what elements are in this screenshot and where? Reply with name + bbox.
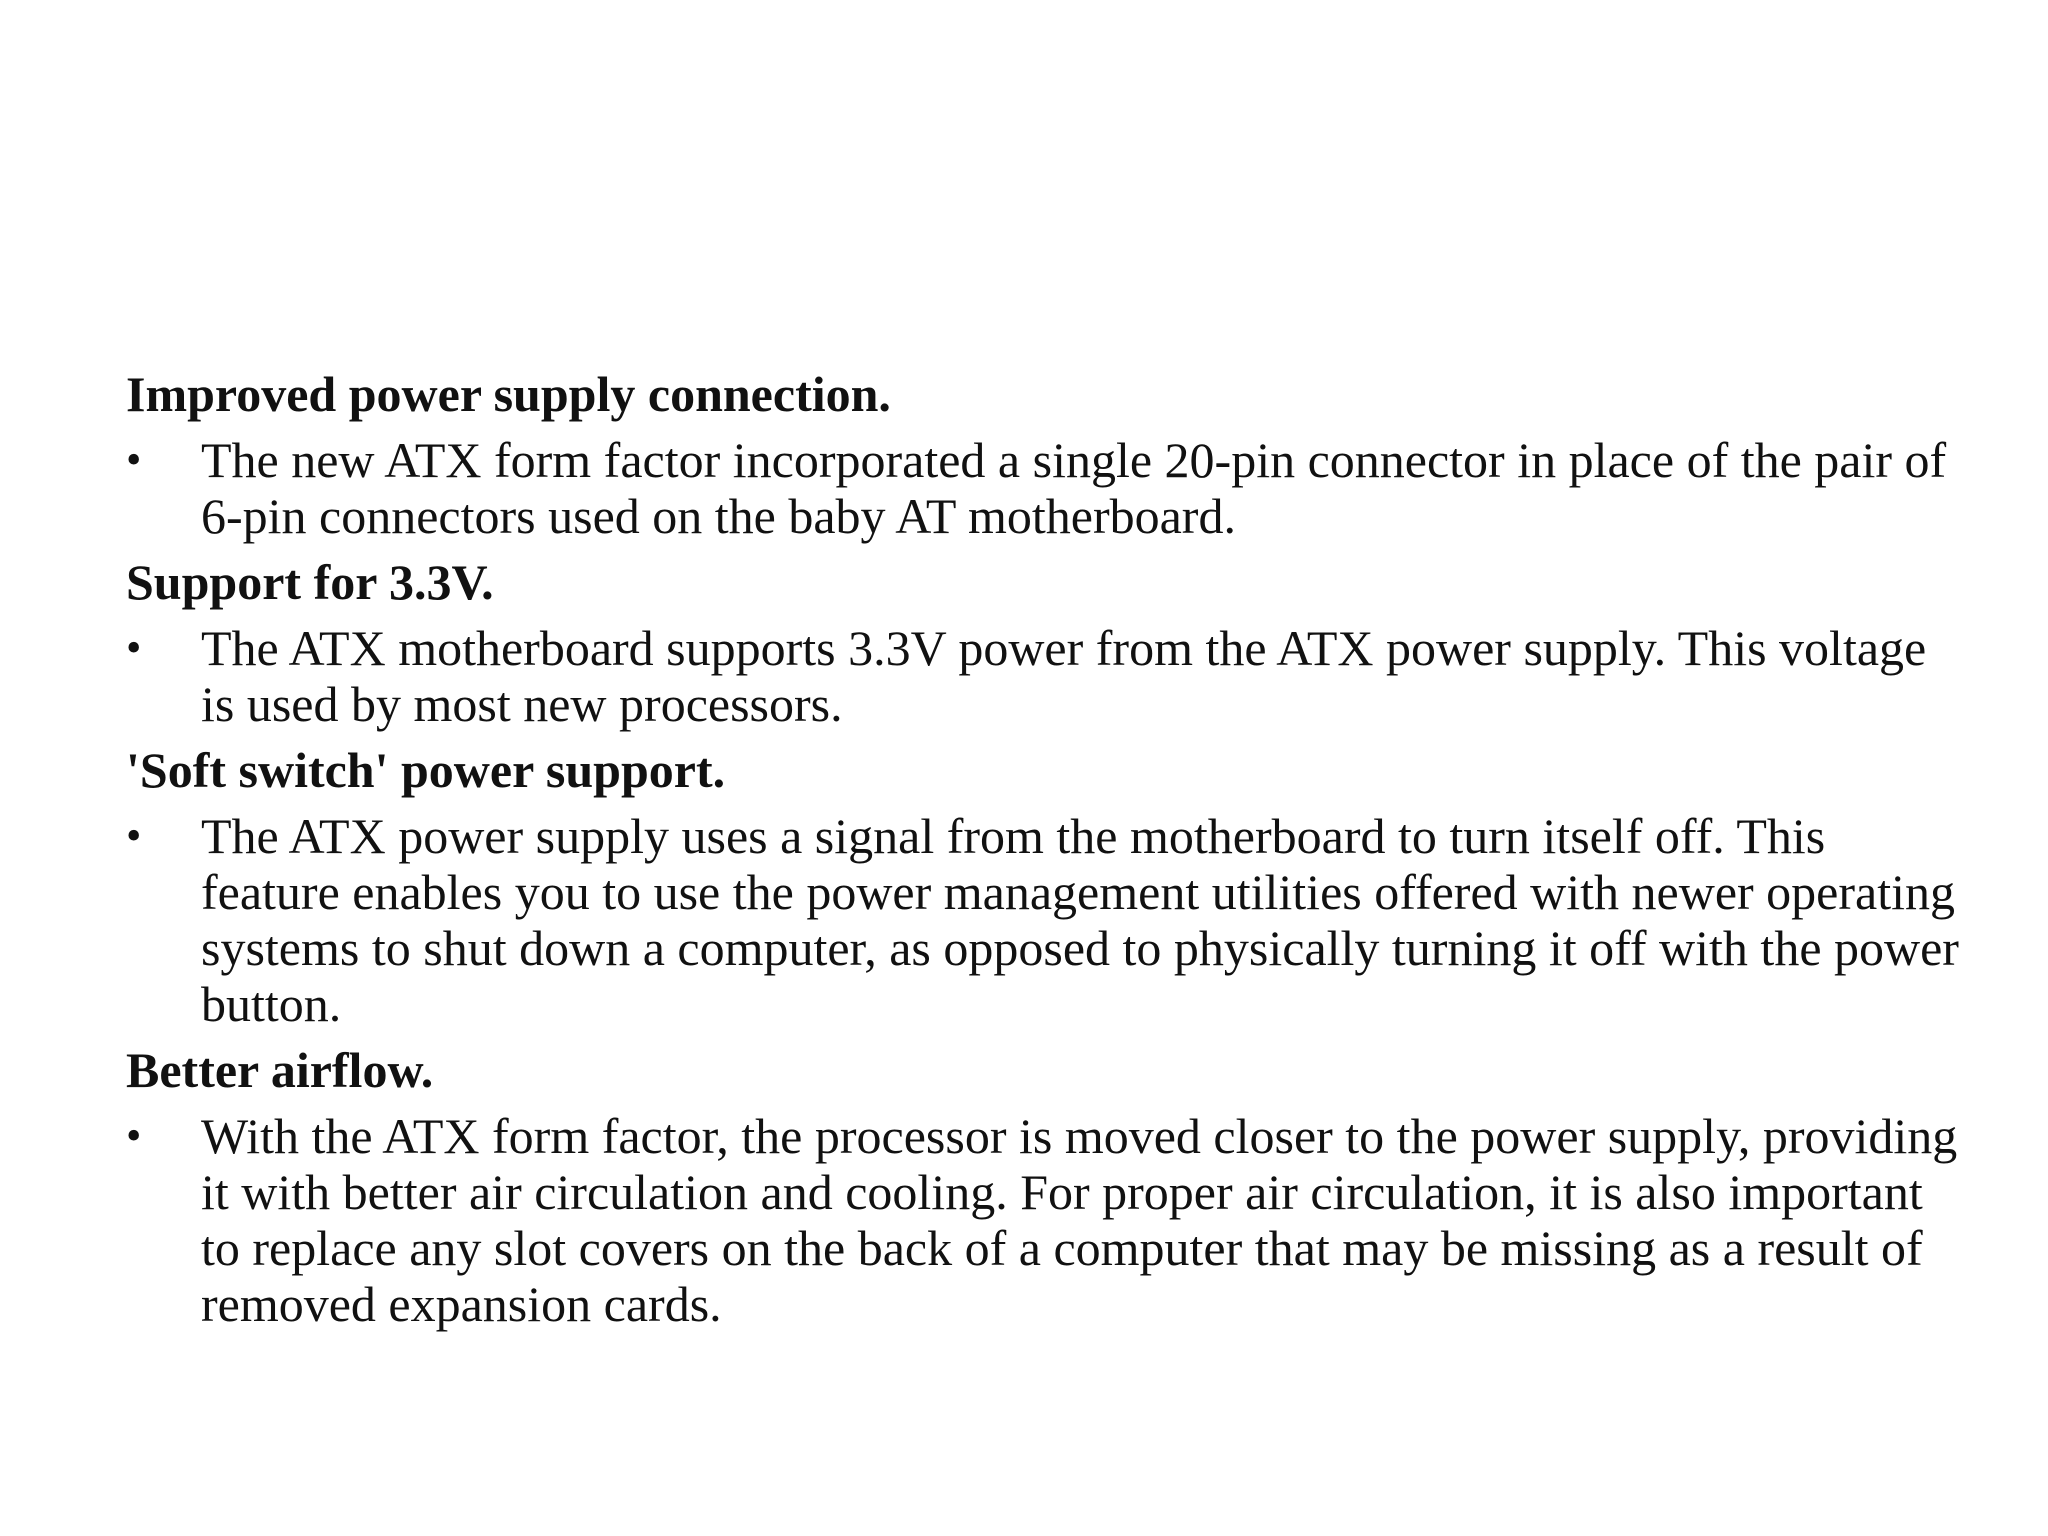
bullet-marker: • <box>126 811 142 860</box>
section-3-3v-support <box>126 550 1966 732</box>
section-heading: Improved power supply connection. <box>126 366 891 422</box>
section-power-connection <box>126 362 1966 544</box>
bullet-marker: • <box>126 1111 142 1160</box>
bullet-text: The ATX power supply uses a signal from the motherboard to turn itself off. This feature enables you to use the power management utilities offered with newer operating systems to shut down a computer, as opposed to physically turning it off with the power button. <box>201 808 1959 1032</box>
bullet-text: The ATX motherboard supports 3.3V power from the ATX power supply. This voltage is used by most new processors. <box>201 620 1927 732</box>
bullet-item <box>126 620 1966 732</box>
bullet-marker: • <box>126 435 142 484</box>
slide-content <box>126 362 1966 1338</box>
bullet-marker: • <box>126 623 142 672</box>
bullet-text: With the ATX form factor, the processor is moved closer to the power supply, providing it with better air circulation and cooling. For proper air circulation, it is also important to replace any slot covers on the back of a computer that may be missing as a result of removed expansion cards. <box>201 1108 1958 1332</box>
section-airflow <box>126 1038 1966 1332</box>
section-heading: Better airflow. <box>126 1042 434 1098</box>
section-soft-switch <box>126 738 1966 1032</box>
bullet-item <box>126 808 1966 1032</box>
bullet-text: The new ATX form factor incorporated a single 20-pin connector in place of the pair of 6-pin connectors used on the baby AT motherboard. <box>201 432 1947 544</box>
section-heading: Support for 3.3V. <box>126 554 494 610</box>
bullet-item <box>126 1108 1966 1332</box>
section-heading: 'Soft switch' power support. <box>126 742 726 798</box>
bullet-item <box>126 432 1966 544</box>
